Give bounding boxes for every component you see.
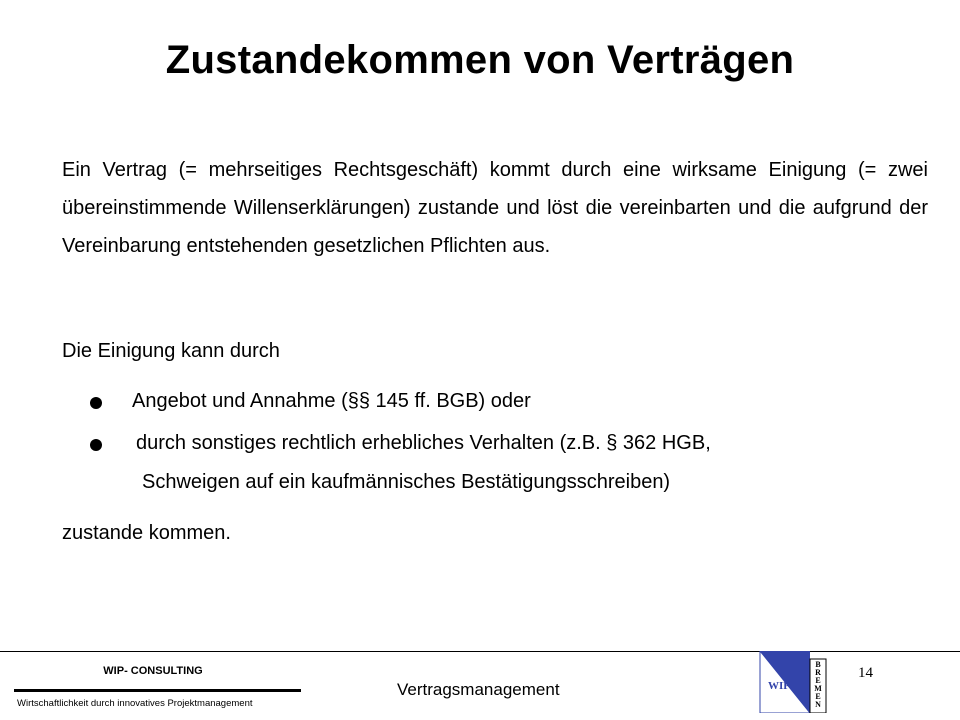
logo-letter: M xyxy=(814,684,822,693)
logo-letter: E xyxy=(815,676,821,685)
logo-letter: R xyxy=(815,668,821,677)
logo-letter: B xyxy=(815,660,821,669)
logo-letter: N xyxy=(815,700,821,709)
logo-wip-text: WIP xyxy=(768,680,790,692)
intro-text: Die Einigung kann durch xyxy=(62,340,280,362)
company-tagline: Wirtschaftlichkeit durch innovatives Projektmanagement xyxy=(17,698,253,709)
bullet-item-offer-acceptance: Angebot und Annahme (§§ 145 ff. BGB) oder xyxy=(132,390,531,412)
logo-letter: E xyxy=(815,692,821,701)
bullet-dot-icon xyxy=(90,397,102,409)
company-underline xyxy=(14,689,301,692)
bullet-item-conduct: durch sonstiges rechtlich erhebliches Verhalten (z.B. § 362 HGB, xyxy=(136,432,711,454)
closing-text: zustande kommen. xyxy=(62,522,231,544)
definition-paragraph: Ein Vertrag (= mehrseitiges Rechtsgeschäft) kommt durch eine wirksame Einigung (= zwei übereinstimmende Willenserklärungen) zustande und löst die vereinbarten und die aufgrund der Vereinbarung entstehenden gesetzlichen Pflichten aus. xyxy=(62,159,928,257)
bullet-dot-icon xyxy=(90,439,102,451)
slide-title: Zustandekommen von Verträgen xyxy=(165,38,795,82)
company-name: WIP- CONSULTING xyxy=(103,665,203,677)
page-number: 14 xyxy=(858,665,873,681)
footer-topic: Vertragsmanagement xyxy=(397,680,560,699)
bullet-item-conduct-continuation: Schweigen auf ein kaufmännisches Bestätigungsschreiben) xyxy=(142,471,671,493)
wip-bremen-logo xyxy=(758,651,830,713)
